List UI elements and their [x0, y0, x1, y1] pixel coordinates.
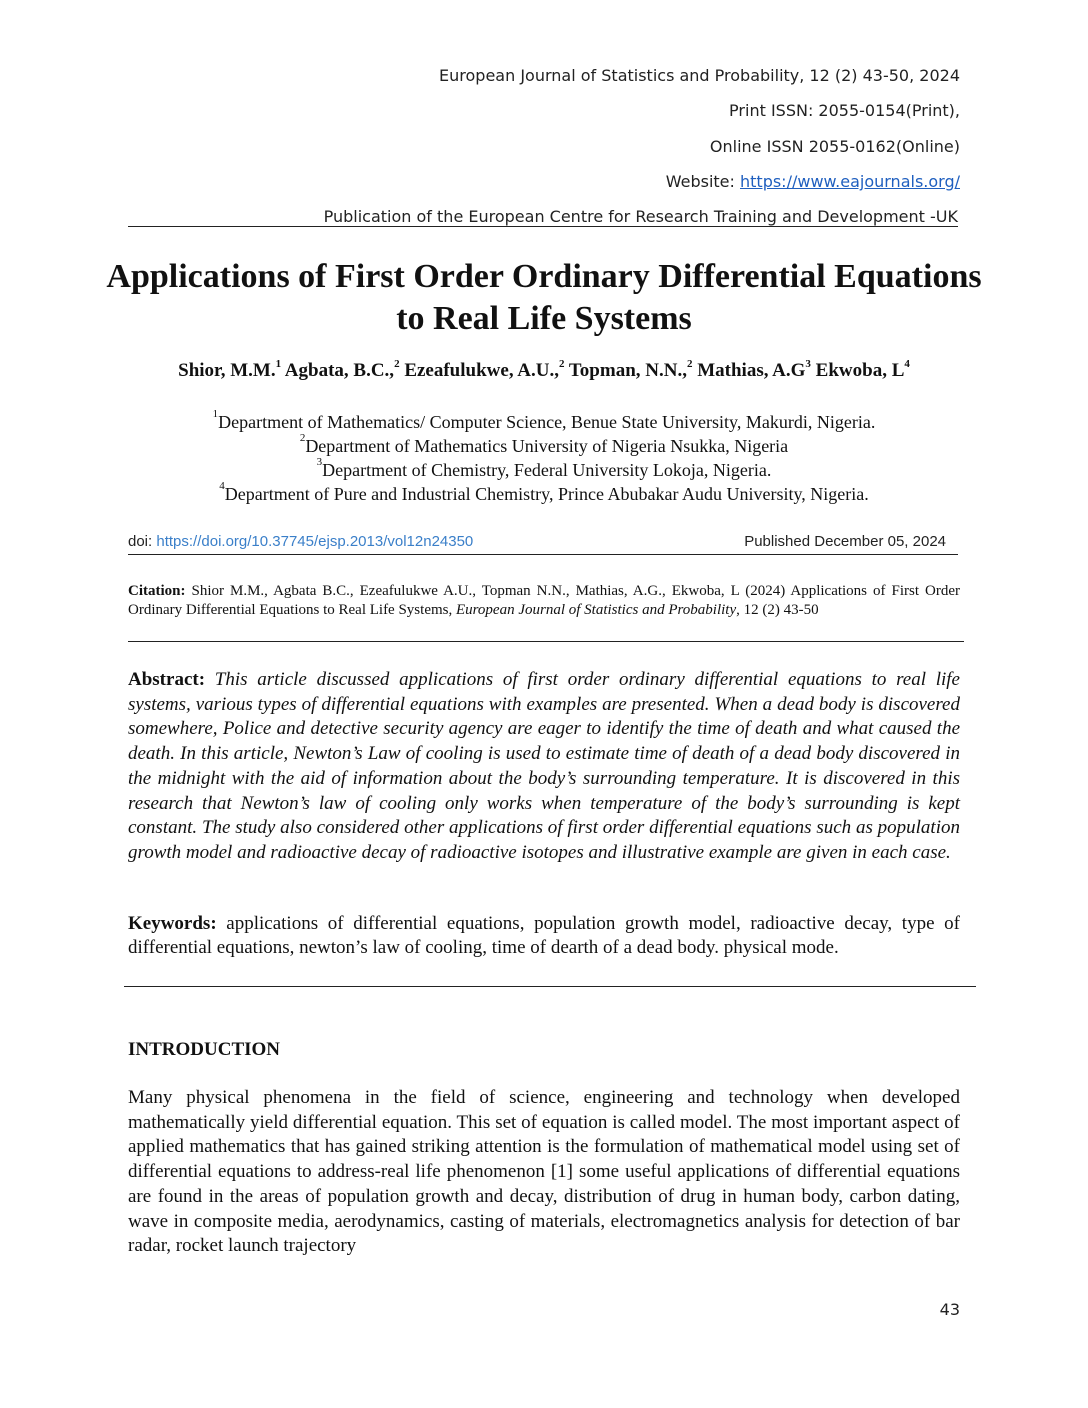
abstract-text: This article discussed applications of first order ordinary differential equations to real life systems, various types of differential equations with examples are presented. When a dead body is discovered somewhere, Police and detective security agency are eager to identify the time of death and what caused the death. In this article, Newton’s Law of cooling is used to estimate time of death of a dead body discovered in the midnight with the aid of information about the body’s surrounding temperature. It is discovered in this research that Newton’s law of cooling only works when temperature of the body’s surrounding is kept constant. The study also considered other applications of first order differential equations such as population growth model and radioactive decay of radioactive isotopes and illustrative example are given in each case.	[128, 669, 960, 863]
website-line	[666, 172, 960, 192]
affiliation: $^4$Department of Pure and Industrial Chemistry, Prince Abubakar Audu University, Nigeria.	[219, 480, 869, 504]
author: Shior, M.M.$^1$	[178, 358, 282, 381]
doi-row	[128, 532, 958, 552]
author: Topman, N.N.,$^2$	[564, 358, 693, 381]
keywords-rule	[124, 986, 976, 987]
affiliation: $^3$Department of Chemistry, Federal University Lokoja, Nigeria.	[316, 456, 772, 480]
section-heading: INTRODUCTION	[128, 1039, 281, 1060]
doi-link[interactable]: https://doi.org/10.37745/ejsp.2013/vol12n24350	[156, 533, 474, 550]
keywords-label: Keywords:	[128, 913, 217, 934]
affiliation-list	[100, 410, 988, 506]
citation: Citation: Shior M.M., Agbata B.C., Ezeafulukwe A.U., Topman N.N., Mathias, A.G., Ekwoba, L (2024) Applications of First Order Ordinary Differential Equations to Real Life Systems, European Journal of Statistics and Probability, 12 (2) 43-50	[128, 583, 960, 618]
citation-label: Citation:	[128, 583, 186, 599]
author: Ekwoba, $L^4$	[810, 358, 910, 381]
header-rule	[128, 226, 958, 227]
abstract	[128, 668, 960, 866]
author: Ezeafulukwe, A.U.,$^2$	[399, 358, 565, 381]
doi-rule	[128, 554, 958, 555]
abstract-label: Abstract:	[128, 669, 206, 690]
author-list	[120, 360, 968, 382]
author: Agbata, B.C.,$^2$	[281, 358, 400, 381]
publisher-line: Publication of the European Centre for Research Training and Development -UK	[323, 207, 958, 226]
citation-rule	[128, 641, 964, 642]
citation-journal: European Journal of Statistics and Probability	[455, 602, 737, 618]
website-link[interactable]: https://www.eajournals.org/	[740, 172, 960, 191]
published-date: Published December 05, 2024	[744, 533, 946, 550]
doi-label: doi:	[128, 533, 157, 550]
journal-line: European Journal of Statistics and Probability, 12 (2) 43-50, 2024	[439, 66, 960, 85]
keywords	[128, 912, 960, 960]
print-issn: Print ISSN: 2055-0154(Print),	[729, 101, 960, 120]
keywords-text: applications of differential equations, population growth model, radioactive decay, type of differential equations, newton’s law of cooling, time of dearth of a dead body. physical mode.	[128, 913, 960, 958]
author: Mathias, $A.G^3$	[692, 358, 811, 381]
affiliation: $^2$Department of Mathematics University of Nigeria Nsukka, Nigeria	[299, 432, 789, 456]
affiliation: $^1$Department of Mathematics/ Computer Science, Benue State University, Makurdi, Nigeria.	[212, 408, 876, 432]
introduction-paragraph: Many physical phenomena in the field of science, engineering and technology when developed mathematically yield differential equation. This set of equation is called model. The most important aspect of applied mathematics that has gained striking attention is the formulation of mathematical model using set of differential equations to address-real life phenomenon [1] some useful applications of differential equations are found in the areas of population growth and decay, distribution of drug in human body, carbon dating, wave in composite media, aerodynamics, casting of materials, electromagnetics analysis for detection of bar radar, rocket launch trajectory	[128, 1087, 960, 1257]
website-label: Website:	[665, 172, 740, 191]
paper-title: Applications of First Order Ordinary Differential Equations to Real Life Systems	[106, 258, 982, 337]
online-issn: Online ISSN 2055-0162(Online)	[709, 137, 960, 156]
page-number: 43	[939, 1300, 960, 1319]
